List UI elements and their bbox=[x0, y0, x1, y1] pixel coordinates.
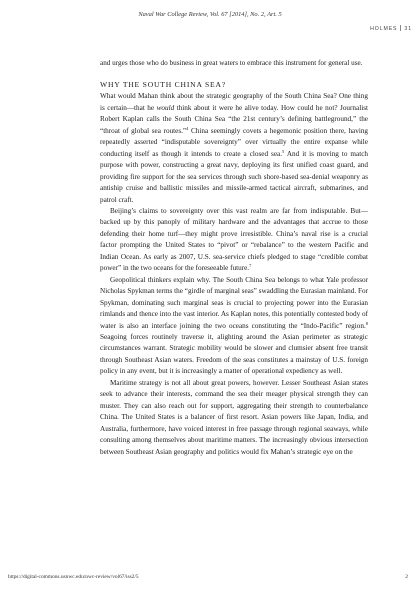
running-head-divider bbox=[400, 25, 401, 31]
p3-text-b: Seagoing forces routinely traverse it, alighting around the Asian perimeter as strategic circumstances warrant. Strategic mobility would be slower and clumsier absent free transit through Southeast Asian waters. Freedom of the seas constitutes a mainstay of U.S. foreign policy in any event, but it is increasingly a matter of operational expediency as well. bbox=[100, 332, 368, 376]
p3-text-a: Geopolitical thinkers explain why. The South China Sea belongs to what Yale professor Nicholas Spykman terms the “girdle of marginal seas” swaddling the Eurasian mainland. For Spykman, dominating such marginal seas is crucial to projecting power into the Eurasian rimlands and thence into the vast interior. As Kaplan notes, this potentially contested body of water is also an interface joining the two oceans constituting the “Indo-Pacific” region. bbox=[100, 275, 368, 330]
p1-text-d: And it is moving to match purpose with power, constructing a great navy, deploying its first unified coast guard, and providing fire support for the sea services through such shore-based sea-denial weaponry as antiship cruise and ballistic missiles and missile-armed tactical aircraft, submarines, and patrol craft. bbox=[100, 149, 368, 204]
footnote-ref-7[interactable]: 7 bbox=[249, 263, 252, 269]
p1-text-a: What would Mahan think about the strategic geography of the South China Sea? One thing is certain—that he bbox=[100, 92, 368, 112]
running-head bbox=[370, 25, 412, 32]
paragraph-2 bbox=[100, 206, 368, 275]
paragraph-3 bbox=[100, 275, 368, 378]
running-head-page-number: 31 bbox=[404, 26, 412, 32]
footnote-ref-8[interactable]: 8 bbox=[365, 320, 368, 326]
p1-emphasis: would bbox=[156, 103, 175, 112]
footer-page-number: 2 bbox=[405, 574, 408, 580]
footnote-ref-4[interactable]: 4 bbox=[186, 125, 189, 131]
paragraph-4: Maritime strategy is not all about great powers, however. Lesser Southeast Asian states seek to advance their interests, command the sea their meager physical strength they can muster. They can also reach out for support, aggregating their strength to counterbalance China. The United States is a balancer of first resort. Asian powers like Japan, India, and Australia, furthermore, have voiced interest in free passage through regional seaways, while consulting among themselves about maritime matters. The increasingly obvious intersection between Southeast Asian geography and politics would fix Mahan’s strategic eye on the bbox=[100, 378, 368, 456]
footnote-ref-5[interactable]: 5 bbox=[282, 148, 285, 154]
p2-text: Beijing’s claims to sovereignty over this vast realm are far from indisputable. But—backed up by this panoply of military hardware and the advantages that accrue to those defending their home turf—they might prove irresistible. China’s naval rise is a crucial factor prompting the United States to “pivot” or “rebalance” to the western Pacific and Indian Ocean. As early as 2007, U.S. sea-service chiefs pledged to stage “credible combat power” in the two oceans for the foreseeable future. bbox=[100, 206, 368, 273]
footer-url-link[interactable]: https://digital-commons.usnwc.edu/nwc-review/vol67/iss2/5 bbox=[8, 574, 139, 580]
running-head-author: HOLMES bbox=[370, 26, 398, 32]
p1-text-b: think about it were he alive today. How could he not? Journalist Robert Kaplan calls the South China Sea “the 21st century’s defining battleground,” the “throat of global sea routes.” bbox=[100, 103, 368, 135]
paragraph-1 bbox=[100, 91, 368, 206]
article-body bbox=[100, 58, 368, 458]
journal-citation-header: Naval War College Review, Vol. 67 [2014], No. 2, Art. 5 bbox=[138, 11, 282, 18]
section-heading: WHY THE SOUTH CHINA SEA? bbox=[100, 80, 226, 90]
p1-text-c: China seemingly covets a hegemonic position there, having repeatedly asserted “indisputable sovereignty” over virtually the entire expanse while conducting itself as though it intends to create a closed sea. bbox=[100, 126, 369, 158]
intro-paragraph-tail: and urges those who do business in great waters to embrace this instrument for general use. bbox=[100, 59, 363, 67]
